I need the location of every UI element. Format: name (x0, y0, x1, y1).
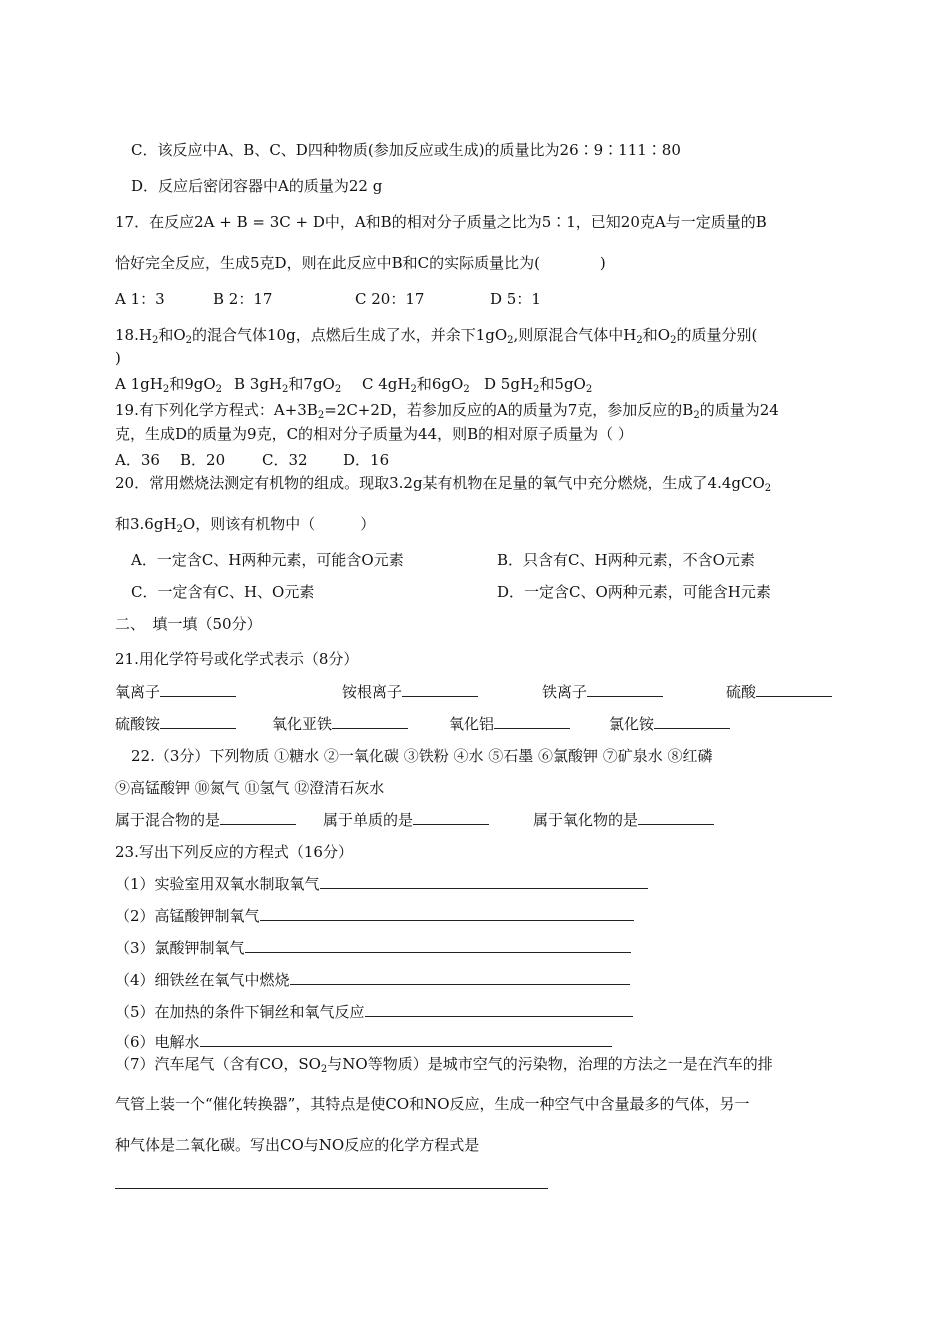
q17-option-d: D 5：1 (490, 290, 541, 308)
answer-blank[interactable] (756, 682, 832, 697)
q23-item-7-line1: （7）汽车尾气（含有CO，$SO_2$与NO等物质）是城市空气的污染物，治理的方法之一是在汽车的排 (115, 1055, 773, 1075)
q19-stem-line1: 19.有下列化学方程式：$A+3B_2=2C+2D$，若参加反应的A的质量为7克，参加反应的$B_2$的质量为24 (115, 401, 779, 421)
answer-blank[interactable] (220, 810, 296, 825)
q17-option-b: B 2：17 (213, 290, 273, 308)
q19-option-a: A．36 (115, 451, 160, 469)
answer-blank[interactable] (587, 682, 663, 697)
q23-item-4: （4）细铁丝在氧气中燃烧 (115, 970, 630, 990)
q17-option-c: C 20：17 (355, 290, 425, 308)
q23-item-7-line3: 种气体是二氧化碳。写出CO与NO反应的化学方程式是 (115, 1136, 480, 1154)
q16-option-d: D．反应后密闭容器中A的质量为22 g (131, 177, 383, 195)
section-2-heading: 二、 填一填（50分） (115, 615, 262, 633)
q23-title: 23.写出下列反应的方程式（16分） (115, 843, 353, 861)
q21-title: 21.用化学符号或化学式表示（8分） (115, 650, 359, 668)
q18-option-c: C $4gH_2$和$6gO_2$ (362, 375, 470, 395)
q19-option-c: C．32 (262, 451, 308, 469)
answer-blank[interactable] (160, 714, 236, 729)
answer-blank[interactable] (413, 810, 489, 825)
q18-option-b: B $3gH_2$和$7gO_2$ (234, 375, 342, 395)
q19-stem-line2: 克，生成D的质量为9克，C的相对分子质量为44，则B的相对原子质量为（ ） (115, 425, 633, 443)
answer-blank[interactable] (160, 682, 236, 697)
answer-blank[interactable] (320, 874, 648, 889)
answer-blank[interactable] (494, 714, 570, 729)
q20-option-d: D．一定含C、O两种元素，可能含H元素 (497, 583, 771, 601)
q21-item-ammonium-ion: 铵根离子 (342, 682, 478, 702)
q21-item-oxygen-ion: 氧离子 (115, 682, 236, 702)
answer-blank[interactable] (654, 714, 730, 729)
answer-blank[interactable] (402, 682, 478, 697)
q20-stem-line1: 20．常用燃烧法测定有机物的组成。现取3.2g某有机物在足量的氧气中充分燃烧，生成了4.4gCO$_2$ (115, 474, 772, 494)
q21-item-ammonium-sulfate: 硫酸铵 (115, 714, 236, 734)
q21-item-ferrous-oxide: 氧化亚铁 (272, 714, 408, 734)
q23-item-7-answer-line[interactable] (115, 1188, 548, 1189)
q23-item-6: （6）电解水 (115, 1032, 612, 1052)
q22-stem-line1: 22.（3分）下列物质 ①糖水 ②一氧化碳 ③铁粉 ④水 ⑤石墨 ⑥氯酸钾 ⑦矿泉水 ⑧红磷 (131, 747, 713, 765)
answer-blank[interactable] (290, 970, 630, 985)
q21-item-iron-ion: 铁离子 (542, 682, 663, 702)
q20-option-b: B．只含有C、H两种元素，不含O元素 (497, 551, 755, 569)
q17-stem-line1: 17．在反应2A + B = 3C + D中，A和B的相对分子质量之比为5∶1，已知20克A与一定质量的B (115, 213, 767, 231)
q18-stem-line2: ) (115, 349, 121, 367)
answer-blank[interactable] (638, 810, 714, 825)
answer-blank[interactable] (200, 1032, 612, 1047)
q21-item-ammonium-chloride: 氯化铵 (609, 714, 730, 734)
q20-stem-line2: 和$3.6gH_2O$，则该有机物中（ ） (115, 515, 376, 535)
q22-mixture-label: 属于混合物的是 (115, 810, 296, 830)
answer-blank[interactable] (245, 938, 631, 953)
q17-option-a: A 1：3 (115, 290, 165, 308)
q22-oxide-label: 属于氧化物的是 (533, 810, 714, 830)
q18-option-d: D $5gH_2$和$5gO_2$ (484, 375, 593, 395)
answer-blank[interactable] (365, 1002, 633, 1017)
q17-stem-line2: 恰好完全反应，生成5克D，则在此反应中B和C的实际质量比为( ) (115, 254, 606, 272)
q23-item-3: （3）氯酸钾制氧气 (115, 938, 631, 958)
q18-option-a: A $1gH_2$和$9gO_2$ (115, 375, 223, 395)
answer-blank[interactable] (260, 906, 634, 921)
q21-item-sulfuric-acid: 硫酸 (726, 682, 832, 702)
q21-item-aluminum-oxide: 氧化铝 (449, 714, 570, 734)
q19-option-d: D．16 (343, 451, 390, 469)
q20-option-a: A．一定含C、H两种元素，可能含O元素 (131, 551, 404, 569)
q22-element-label: 属于单质的是 (323, 810, 489, 830)
q23-item-5: （5）在加热的条件下铜丝和氧气反应 (115, 1002, 633, 1022)
q23-item-2: （2）高锰酸钾制氧气 (115, 906, 634, 926)
q18-stem-line1: $18.H_2$和$O_2$的混合气体10g，点燃后生成了水，并余下$1gO_2$,则原混合气体中$H_2$和$O_2$的质量分别( (115, 326, 758, 346)
q22-stem-line2: ⑨高锰酸钾 ⑩氮气 ⑪氢气 ⑫澄清石灰水 (115, 779, 385, 797)
q20-option-c: C．一定含有C、H、O元素 (131, 583, 315, 601)
q23-item-1: （1）实验室用双氧水制取氧气 (115, 874, 648, 894)
q23-item-7-line2: 气管上装一个“催化转换器”，其特点是使CO和NO反应，生成一种空气中含量最多的气体，另一 (115, 1095, 750, 1113)
answer-blank[interactable] (332, 714, 408, 729)
q19-option-b: B．20 (180, 451, 226, 469)
q16-option-c: C．该反应中A、B、C、D四种物质(参加反应或生成)的质量比为26∶9∶111∶80 (131, 141, 681, 159)
